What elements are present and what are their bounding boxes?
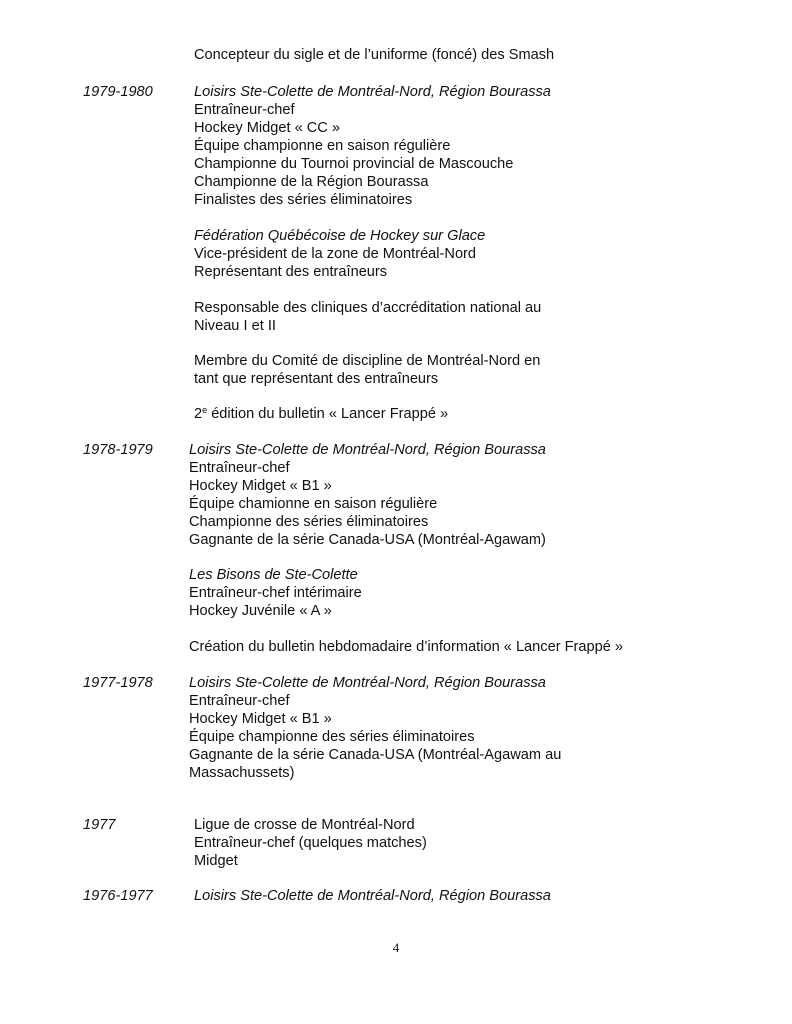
entry-year: 1979-1980 [83,84,153,100]
entry-line: Équipe championne en saison régulière [194,138,451,154]
entry-line: Championne de la Région Bourassa [194,174,429,190]
entry-year: 1978-1979 [83,442,153,458]
entry-year: 1976-1977 [83,888,153,904]
entry-line: Hockey Midget « B1 » [189,711,332,727]
entry-line: Équipe chamionne en saison régulière [189,496,438,512]
entry-line: Équipe championne des séries éliminatoires [189,729,475,745]
entry-organization: Loisirs Ste-Colette de Montréal-Nord, Région Bourassa [194,888,551,904]
entry-line: Championne du Tournoi provincial de Mascouche [194,156,514,172]
entry-line: Entraîneur-chef [189,693,290,709]
entry-line: Hockey Juvénile « A » [189,603,332,619]
entry-line: Ligue de crosse de Montréal-Nord [194,817,415,833]
intro-line: Concepteur du sigle et de l’uniforme (foncé) des Smash [194,47,555,63]
page-number: 4 [392,940,400,955]
entry-line: Finalistes des séries éliminatoires [194,192,413,208]
entry-organization-secondary: Fédération Québécoise de Hockey sur Glace [194,228,486,244]
entry-line: Entraîneur-chef [194,102,295,118]
entry-organization: Loisirs Ste-Colette de Montréal-Nord, Région Bourassa [194,84,551,100]
entry-line: Midget [194,853,238,869]
entry-line: Représentant des entraîneurs [194,264,388,280]
entry-year: 1977-1978 [83,675,153,691]
entry-organization: Loisirs Ste-Colette de Montréal-Nord, Région Bourassa [189,442,546,458]
entry-line: Entraîneur-chef (quelques matches) [194,835,427,851]
edition-text: édition du bulletin « Lancer Frappé » [207,406,449,422]
entry-organization: Loisirs Ste-Colette de Montréal-Nord, Région Bourassa [189,675,546,691]
entry-line: Vice-président de la zone de Montréal-Nord [194,246,477,262]
entry-line: Hockey Midget « B1 » [189,478,332,494]
entry-paragraph [194,405,448,423]
entry-paragraph-line: Niveau I et II [194,318,276,334]
edition-superscript: e [202,405,208,415]
entry-line: Gagnante de la série Canada-USA (Montréal-Agawam au [189,747,562,763]
entry-line: Hockey Midget « CC » [194,120,340,136]
entry-line: Championne des séries éliminatoires [189,514,429,530]
entry-line: Entraîneur-chef intérimaire [189,585,362,601]
entry-paragraph: Création du bulletin hebdomadaire d’information « Lancer Frappé » [189,639,624,655]
entry-paragraph-line: tant que représentant des entraîneurs [194,371,439,387]
edition-number: 2 [194,406,203,422]
entry-line: Gagnante de la série Canada-USA (Montréal-Agawam) [189,532,546,548]
entry-organization-secondary: Les Bisons de Ste-Colette [189,567,358,583]
entry-line: Entraîneur-chef [189,460,290,476]
entry-line: Massachussets) [189,765,295,781]
entry-paragraph-line: Membre du Comité de discipline de Montréal-Nord en [194,353,541,369]
entry-paragraph-line: Responsable des cliniques d’accréditation national au [194,300,542,316]
entry-year: 1977 [83,817,116,833]
